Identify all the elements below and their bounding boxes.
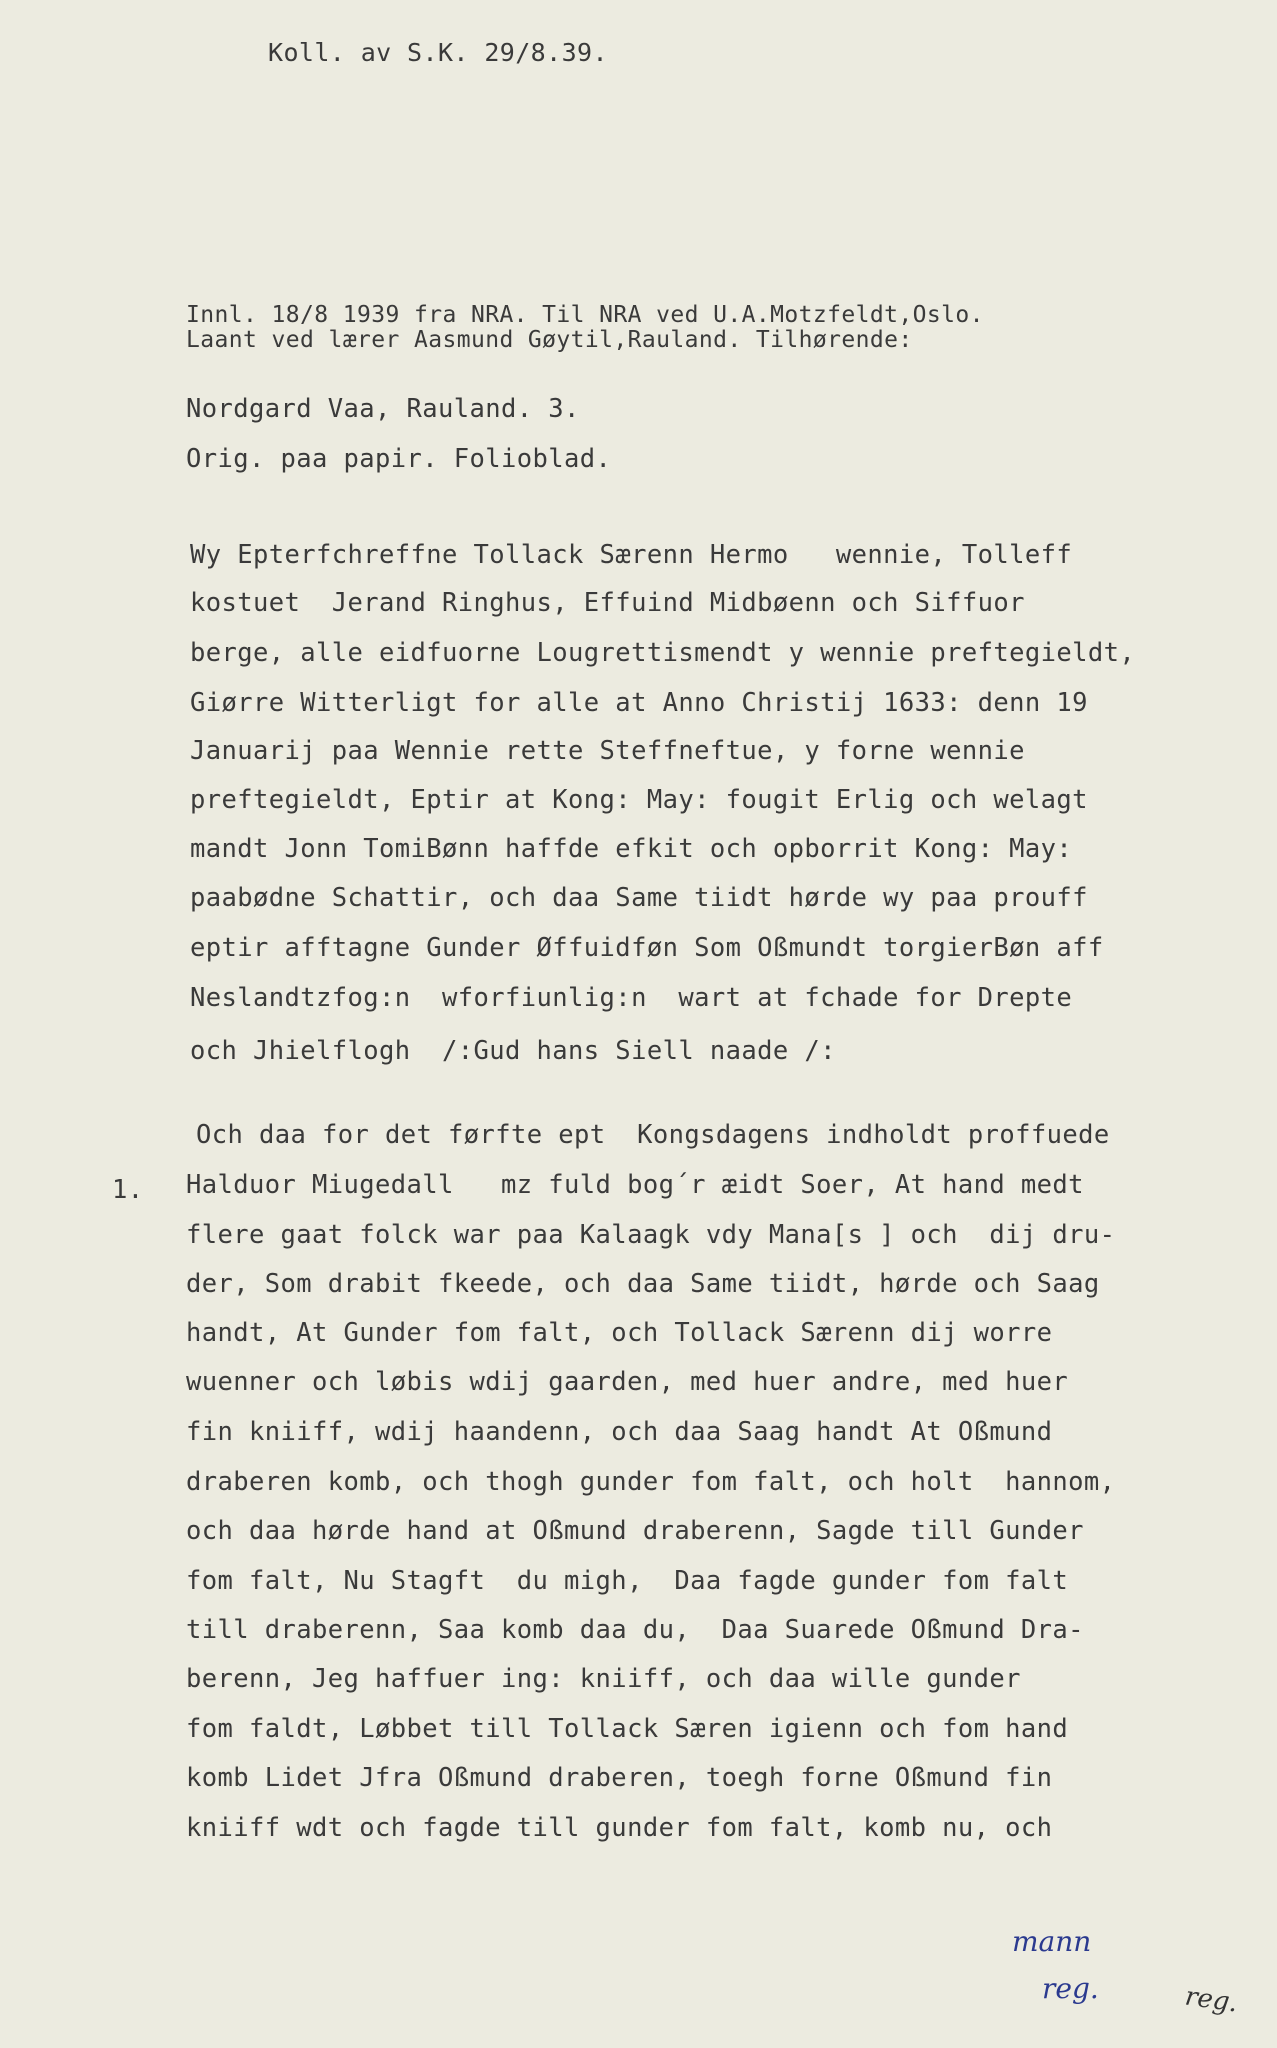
transcript-line: till draberenn, Saa komb daa du, Daa Suarede Oßmund Dra- [186,1615,1084,1645]
transcript-line: och daa hørde hand at Oßmund draberenn, Sagde till Gunder [186,1516,1084,1546]
transcript-line: draberen komb, och thogh gunder fom falt, och holt hannom, [186,1467,1116,1497]
transcript-line: Och daa for det førfte ept Kongsdagens indholdt proffuede [196,1120,1110,1150]
received-line: Innl. 18/8 1939 fra NRA. Til NRA ved U.A.Motzfeldt,Oslo. [186,302,984,328]
transcript-line: kniiff wdt och fagde till gunder fom falt, komb nu, och [186,1813,1053,1843]
margin-annotation: mann [1012,1925,1092,1958]
transcript-line: Giørre Witterligt for alle at Anno Christij 1633: denn 19 [190,688,1088,718]
transcript-line: berge, alle eidfuorne Lougrettismendt y wennie preftegieldt, [190,638,1136,668]
transcript-line: Januarij paa Wennie rette Steffneftue, y forne wennie [190,736,1025,766]
transcript-line: paabødne Schattir, och daa Same tiidt hørde wy paa prouff [190,883,1088,913]
transcript-line: komb Lidet Jfra Oßmund draberen, toegh forne Oßmund fin [186,1763,1053,1793]
collation-note: Koll. av S.K. 29/8.39. [268,38,608,67]
transcript-line: mandt Jonn TomiBønn haffde efkit och opborrit Kong: May: [190,834,1073,864]
transcript-line: Neslandtzfog:n wforfiunlig:n wart at fchade for Drepte [190,983,1073,1013]
transcript-line: handt, At Gunder fom falt, och Tollack Særenn dij worre [186,1318,1053,1348]
transcript-line: fin kniiff, wdij haandenn, och daa Saag handt At Oßmund [186,1417,1053,1447]
transcript-line: Halduor Miugedall mz fuld bog´r æidt Soer, At hand medt [186,1170,1084,1200]
owner-line: Nordgard Vaa, Rauland. 3. [186,394,580,424]
margin-annotation: reg. [1183,1981,1240,2019]
transcript-line: preftegieldt, Eptir at Kong: May: fougit Erlig och welagt [190,785,1088,815]
transcript-line: flere gaat folck war paa Kalaagk vdy Mana[s ] och dij dru- [186,1220,1116,1250]
transcript-line: berenn, Jeg haffuer ing: kniiff, och daa wille gunder [186,1664,1021,1694]
transcript-line: och Jhielflogh /:Gud hans Siell naade /: [190,1036,836,1066]
transcript-line: der, Som drabit fkeede, och daa Same tiidt, hørde och Saag [186,1269,1100,1299]
transcript-line: kostuet Jerand Ringhus, Effuind Midbøenn och Siffuor [190,588,1025,618]
lent-line: Laant ved lærer Aasmund Gøytil,Rauland. Tilhørende: [186,327,913,353]
transcript-line: Wy Epterfchreffne Tollack Særenn Hermo wennie, Tolleff [190,540,1073,570]
transcript-line: eptir afftagne Gunder Øffuidføn Som Oßmundt torgierBøn aff [190,933,1104,963]
transcript-line: fom falt, Nu Stagft du migh, Daa fagde gunder fom falt [186,1566,1069,1596]
item-number: 1. [112,1175,144,1205]
transcript-line: wuenner och løbis wdij gaarden, med huer andre, med huer [186,1367,1069,1397]
margin-annotation: reg. [1042,1972,1099,2005]
original-line: Orig. paa papir. Folioblad. [186,444,612,474]
transcript-line: fom faldt, Løbbet till Tollack Særen igienn och fom hand [186,1714,1069,1744]
